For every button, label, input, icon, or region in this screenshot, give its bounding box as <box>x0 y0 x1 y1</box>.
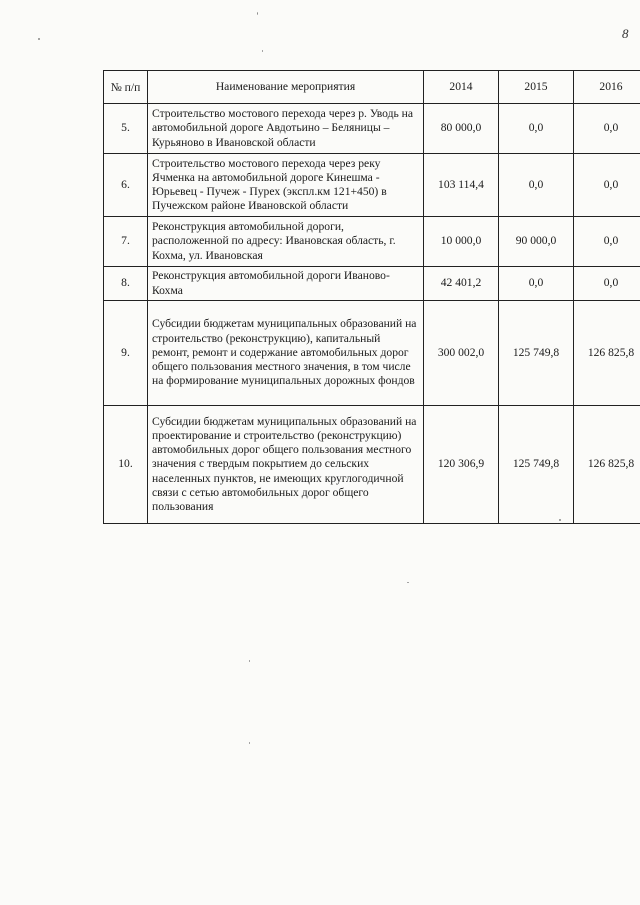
header-num: № п/п <box>104 71 148 104</box>
scan-speck <box>38 38 40 40</box>
row-2015: 0,0 <box>499 104 574 154</box>
scan-speck <box>249 660 250 662</box>
row-2014: 120 306,9 <box>424 406 499 524</box>
scan-speck <box>262 50 263 52</box>
row-2015: 0,0 <box>499 267 574 301</box>
table-row <box>104 104 640 154</box>
table-row <box>104 406 640 524</box>
header-name: Наименование мероприятия <box>148 71 424 104</box>
row-2014: 10 000,0 <box>424 217 499 267</box>
page-number: 8 <box>622 26 629 41</box>
table-header-row <box>104 71 640 104</box>
measures-table <box>103 70 640 524</box>
table-row <box>104 217 640 267</box>
row-2014: 300 002,0 <box>424 301 499 406</box>
row-2016: 0,0 <box>574 154 640 217</box>
row-name: Строительство мостового перехода через реку Ячменка на автомобильной дороге Кинешма - Юрьевец - Пучеж - Пурех (экспл.км 121+450) в Пучежском районе Ивановской области <box>148 154 424 217</box>
header-2014: 2014 <box>424 71 499 104</box>
row-2015: 125 749,8 <box>499 406 574 524</box>
row-2014: 42 401,2 <box>424 267 499 301</box>
row-2014: 80 000,0 <box>424 104 499 154</box>
row-2016: 126 825,8 <box>574 406 640 524</box>
scan-speck <box>407 582 409 583</box>
row-2016: 0,0 <box>574 267 640 301</box>
row-2015: 0,0 <box>499 154 574 217</box>
row-2015: 90 000,0 <box>499 217 574 267</box>
row-num: 5. <box>104 104 148 154</box>
table-row <box>104 267 640 301</box>
row-name: Субсидии бюджетам муниципальных образований на проектирование и строительство (реконструкцию) автомобильных дорог общего пользования местного значения с твердым покрытием до сельских населенных пунктов, не имеющих круглогодичной связи с сетью автомобильных дорог общего пользования <box>148 406 424 524</box>
row-num: 9. <box>104 301 148 406</box>
row-2014: 103 114,4 <box>424 154 499 217</box>
row-2016: 0,0 <box>574 104 640 154</box>
row-2016: 126 825,8 <box>574 301 640 406</box>
header-2016: 2016 <box>574 71 640 104</box>
row-num: 10. <box>104 406 148 524</box>
table-row <box>104 301 640 406</box>
row-name: Строительство мостового перехода через р. Уводь на автомобильной дороге Авдотьино – Беляницы – Курьяново в Ивановской области <box>148 104 424 154</box>
scan-speck <box>559 519 561 521</box>
row-num: 6. <box>104 154 148 217</box>
row-num: 7. <box>104 217 148 267</box>
header-2015: 2015 <box>499 71 574 104</box>
scan-speck <box>249 742 250 744</box>
table-row <box>104 154 640 217</box>
row-2015: 125 749,8 <box>499 301 574 406</box>
row-num: 8. <box>104 267 148 301</box>
row-name: Реконструкция автомобильной дороги, расположенной по адресу: Ивановская область, г. Кохма, ул. Ивановская <box>148 217 424 267</box>
scan-speck <box>257 12 258 15</box>
row-name: Реконструкция автомобильной дороги Иваново-Кохма <box>148 267 424 301</box>
row-name: Субсидии бюджетам муниципальных образований на строительство (реконструкцию), капитальный ремонт, ремонт и содержание автомобильных дорог общего пользования местного значения, в том числе на формирование муниципальных дорожных фондов <box>148 301 424 406</box>
row-2016: 0,0 <box>574 217 640 267</box>
